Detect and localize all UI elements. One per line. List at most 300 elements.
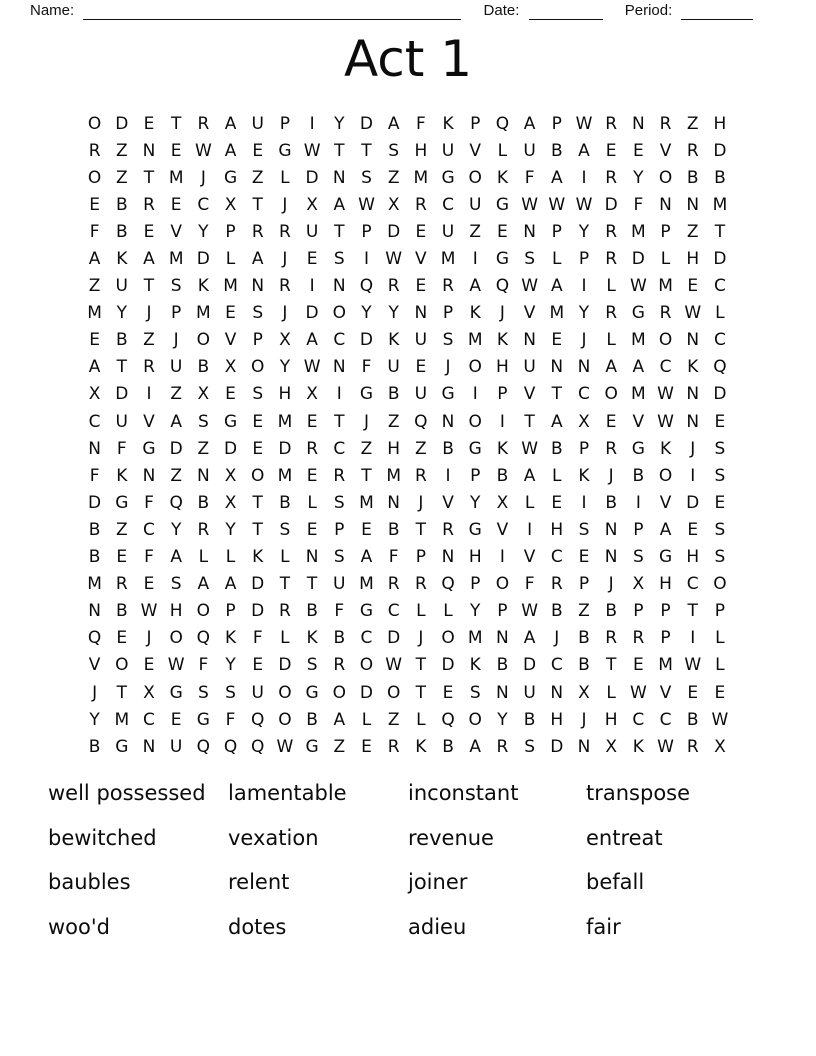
grid-cell: M (658, 655, 673, 676)
grid-cell: W (194, 140, 212, 161)
grid-cell: F (388, 547, 399, 568)
grid-cell: K (306, 628, 318, 649)
date-label: Date: (483, 2, 520, 19)
grid-cell: G (441, 167, 455, 188)
grid-cell: I (635, 492, 641, 513)
grid-cell: E (252, 140, 264, 161)
grid-cell: C (143, 709, 155, 730)
grid-cell: J (363, 411, 369, 432)
grid-cell: H (659, 574, 672, 595)
grid-cell: L (307, 492, 317, 513)
grid-cell: M (114, 709, 130, 730)
grid-cell: J (608, 465, 614, 486)
grid-cell: Z (387, 709, 400, 730)
grid-cell: N (523, 221, 536, 242)
grid-cell: B (714, 167, 726, 188)
grid-cell: C (333, 438, 346, 459)
period-blank-line (681, 3, 753, 20)
grid-cell: B (387, 384, 400, 405)
grid-cell: O (251, 357, 265, 378)
grid-cell: E (605, 411, 617, 432)
grid-cell: N (659, 194, 672, 215)
grid-cell: L (198, 547, 209, 568)
grid-cell: M (196, 303, 211, 324)
grid-cell: Q (441, 574, 455, 595)
grid-cell: O (468, 167, 482, 188)
grid-cell: L (524, 492, 535, 513)
grid-cell: Z (115, 140, 128, 161)
grid-cell: J (499, 303, 505, 324)
grid-cell: Z (415, 438, 427, 459)
grid-cell: A (306, 330, 318, 351)
grid-cell: F (198, 655, 209, 676)
grid-cell: C (632, 709, 645, 730)
grid-cell: F (334, 601, 345, 622)
grid-cell: I (336, 384, 342, 405)
grid-cell: M (467, 330, 483, 351)
grid-cell: J (581, 330, 587, 351)
grid-cell: H (468, 547, 482, 568)
grid-cell: A (170, 411, 182, 432)
grid-cell: I (472, 384, 478, 405)
grid-cell: K (659, 438, 672, 459)
grid-cell: Y (470, 492, 481, 513)
grid-cell: W (385, 249, 403, 270)
grid-cell: D (305, 167, 319, 188)
grid-cell: L (715, 303, 725, 324)
grid-cell: X (88, 384, 101, 405)
grid-cell: U (523, 682, 536, 703)
grid-cell: J (173, 330, 179, 351)
grid-cell: K (197, 276, 209, 297)
grid-cell: P (660, 221, 671, 242)
grid-cell: V (523, 384, 536, 405)
grid-cell: U (441, 140, 455, 161)
grid-cell: J (418, 628, 424, 649)
grid-cell: Y (633, 167, 644, 188)
grid-cell: S (252, 303, 264, 324)
grid-cell: C (713, 276, 726, 297)
grid-cell: E (252, 411, 264, 432)
grid-cell: T (334, 140, 345, 161)
grid-cell: V (415, 249, 427, 270)
grid-cell: R (659, 303, 672, 324)
grid-cell: X (578, 411, 590, 432)
grid-cell: P (470, 465, 481, 486)
grid-cell: V (659, 492, 672, 513)
word-list-item: well possessed (48, 781, 206, 805)
grid-cell: V (632, 411, 645, 432)
grid-cell: W (629, 682, 647, 703)
grid-cell: X (224, 357, 237, 378)
grid-cell: R (387, 736, 400, 757)
grid-cell: P (171, 303, 182, 324)
grid-cell: Y (225, 655, 236, 676)
grid-cell: G (142, 438, 156, 459)
grid-cell: B (115, 330, 128, 351)
grid-cell: T (116, 357, 127, 378)
grid-cell: O (386, 682, 401, 703)
grid-cell: H (387, 438, 401, 459)
grid-cell: E (306, 519, 318, 540)
grid-cell: S (252, 384, 264, 405)
grid-cell: R (414, 465, 427, 486)
grid-cell: E (89, 194, 100, 215)
grid-cell: I (309, 276, 315, 297)
grid-cell: L (606, 276, 616, 297)
grid-cell: M (386, 465, 401, 486)
grid-cell: V (523, 547, 536, 568)
grid-cell: W (521, 601, 538, 622)
grid-cell: J (554, 628, 560, 649)
grid-cell: R (442, 519, 454, 540)
word-list-item: fair (586, 914, 621, 939)
grid-cell: R (333, 655, 346, 676)
grid-cell: B (442, 736, 454, 757)
grid-cell: A (550, 167, 563, 188)
grid-cell: N (142, 736, 156, 757)
grid-cell: O (169, 628, 183, 649)
grid-cell: A (469, 276, 482, 297)
grid-cell: S (361, 167, 372, 188)
grid-cell: O (115, 655, 129, 676)
grid-cell: W (629, 276, 647, 297)
grid-cell: Y (361, 303, 372, 324)
grid-cell: W (575, 194, 593, 215)
grid-cell: A (523, 465, 536, 486)
grid-cell: Z (333, 736, 346, 757)
grid-cell: J (92, 682, 98, 703)
grid-cell: B (197, 357, 210, 378)
grid-cell: C (659, 357, 672, 378)
grid-cell: Z (197, 438, 210, 459)
grid-cell: T (252, 519, 263, 540)
grid-cell: G (169, 682, 183, 703)
grid-cell: W (521, 194, 538, 215)
grid-cell: M (168, 167, 184, 188)
grid-cell: O (658, 465, 673, 486)
grid-cell: H (496, 357, 509, 378)
grid-cell: J (608, 574, 614, 595)
grid-cell: D (523, 655, 537, 676)
grid-cell: J (146, 303, 152, 324)
grid-cell: P (470, 113, 481, 134)
grid-cell: C (578, 384, 590, 405)
grid-cell: R (605, 249, 618, 270)
grid-cell: E (497, 221, 508, 242)
grid-cell: Q (713, 357, 727, 378)
grid-cell: L (225, 249, 236, 270)
grid-cell: Q (251, 736, 265, 757)
grid-cell: R (306, 438, 318, 459)
grid-cell: N (550, 682, 564, 703)
worksheet-header (30, 2, 786, 22)
grid-cell: R (442, 276, 454, 297)
grid-cell: E (252, 655, 264, 676)
grid-cell: G (495, 249, 509, 270)
grid-cell: U (414, 330, 428, 351)
grid-cell: V (143, 411, 155, 432)
grid-cell: G (115, 736, 129, 757)
grid-cell: P (470, 574, 481, 595)
grid-cell: R (414, 194, 427, 215)
grid-cell: E (89, 330, 100, 351)
grid-cell: U (305, 221, 319, 242)
grid-cell: T (605, 655, 617, 676)
grid-cell: A (170, 547, 182, 568)
word-list-item: dotes (228, 914, 287, 939)
grid-cell: T (687, 601, 698, 622)
grid-cell: S (524, 249, 535, 270)
grid-cell: L (552, 465, 562, 486)
grid-cell: F (144, 492, 154, 513)
grid-cell: G (631, 303, 645, 324)
grid-cell: O (495, 574, 510, 595)
grid-cell: R (143, 357, 155, 378)
grid-cell: A (360, 547, 373, 568)
grid-cell: X (224, 492, 237, 513)
grid-cell: B (632, 465, 645, 486)
grid-cell: Q (87, 628, 102, 649)
grid-cell: S (333, 547, 345, 568)
grid-cell: B (605, 601, 617, 622)
grid-cell: X (578, 682, 590, 703)
grid-cell: S (714, 438, 726, 459)
grid-cell: Z (469, 221, 482, 242)
grid-cell: I (499, 411, 505, 432)
grid-cell: N (332, 357, 346, 378)
grid-cell: X (279, 330, 291, 351)
word-search-grid (81, 110, 734, 760)
grid-cell: M (467, 628, 483, 649)
grid-cell: A (550, 276, 563, 297)
grid-cell: M (359, 574, 374, 595)
grid-cell: S (197, 682, 209, 703)
grid-cell: A (143, 249, 155, 270)
grid-cell: H (550, 519, 564, 540)
grid-cell: E (170, 194, 182, 215)
grid-cell: S (578, 519, 590, 540)
grid-cell: I (499, 547, 505, 568)
grid-cell: D (441, 655, 455, 676)
grid-cell: D (387, 628, 401, 649)
grid-cell: G (305, 736, 319, 757)
grid-cell: Q (196, 736, 211, 757)
grid-cell: L (552, 249, 562, 270)
grid-cell: B (550, 140, 563, 161)
grid-cell: G (658, 547, 673, 568)
grid-cell: J (146, 628, 152, 649)
grid-cell: Q (169, 492, 183, 513)
grid-cell: S (197, 411, 209, 432)
grid-cell: I (581, 276, 587, 297)
grid-cell: R (197, 113, 210, 134)
grid-cell: S (388, 140, 400, 161)
word-list-item: bewitched (48, 825, 157, 850)
grid-cell: N (387, 492, 401, 513)
grid-cell: K (469, 655, 481, 676)
grid-cell: N (577, 357, 591, 378)
grid-cell: B (550, 438, 563, 459)
grid-cell: L (715, 655, 725, 676)
grid-cell: V (442, 492, 454, 513)
grid-cell: O (332, 303, 346, 324)
grid-cell: K (496, 330, 508, 351)
grid-cell: E (143, 221, 155, 242)
grid-cell: F (252, 628, 263, 649)
grid-cell: S (333, 249, 345, 270)
grid-cell: S (170, 574, 182, 595)
grid-cell: X (224, 194, 237, 215)
grid-cell: A (523, 113, 536, 134)
grid-cell: E (415, 357, 427, 378)
grid-cell: U (333, 574, 346, 595)
grid-cell: N (496, 628, 509, 649)
grid-cell: O (468, 357, 482, 378)
grid-cell: E (714, 682, 726, 703)
grid-cell: D (359, 330, 374, 351)
grid-cell: K (496, 438, 508, 459)
grid-cell: V (469, 140, 482, 161)
grid-cell: Z (387, 167, 400, 188)
grid-cell: H (686, 249, 700, 270)
grid-cell: B (523, 709, 536, 730)
grid-cell: X (306, 194, 318, 215)
grid-cell: E (306, 411, 318, 432)
grid-cell: O (604, 384, 618, 405)
grid-cell: B (279, 492, 291, 513)
grid-cell: D (359, 113, 374, 134)
grid-cell: E (687, 519, 699, 540)
grid-cell: S (714, 519, 726, 540)
grid-cell: X (605, 736, 617, 757)
grid-cell: K (632, 736, 644, 757)
grid-cell: D (305, 303, 319, 324)
grid-cell: A (659, 519, 672, 540)
grid-cell: R (279, 276, 291, 297)
grid-cell: D (631, 249, 645, 270)
grid-cell: Z (578, 601, 590, 622)
grid-cell: T (415, 655, 427, 676)
grid-cell: U (468, 194, 482, 215)
grid-cell: G (631, 438, 645, 459)
grid-cell: E (415, 221, 427, 242)
grid-cell: B (605, 492, 617, 513)
grid-cell: L (280, 167, 290, 188)
grid-cell: B (578, 628, 590, 649)
word-list-item: transpose (586, 781, 691, 805)
grid-cell: G (468, 438, 482, 459)
grid-cell: R (686, 140, 699, 161)
grid-cell: C (360, 628, 373, 649)
grid-cell: M (413, 167, 429, 188)
word-list-item: relent (228, 870, 290, 894)
grid-cell: I (690, 628, 696, 649)
grid-cell: T (361, 465, 372, 486)
grid-cell: R (605, 303, 618, 324)
puzzle-title: Act 1 (343, 30, 473, 88)
grid-cell: B (306, 709, 318, 730)
grid-cell: E (714, 492, 726, 513)
grid-cell: P (633, 601, 644, 622)
word-list-item: woo'd (48, 914, 110, 939)
grid-cell: B (88, 519, 101, 540)
grid-cell: O (468, 411, 482, 432)
grid-cell: B (115, 194, 128, 215)
grid-cell: J (581, 709, 587, 730)
grid-cell: M (87, 574, 102, 595)
grid-cell: C (659, 709, 672, 730)
grid-cell: D (115, 113, 129, 134)
grid-cell: I (309, 113, 315, 134)
grid-cell: S (306, 655, 318, 676)
grid-cell: F (524, 574, 535, 595)
grid-cell: F (116, 438, 127, 459)
grid-cell: G (441, 384, 455, 405)
grid-cell: Y (578, 303, 590, 324)
grid-cell: T (306, 574, 318, 595)
word-list-item: vexation (228, 825, 319, 850)
grid-cell: A (387, 113, 400, 134)
grid-cell: O (87, 113, 102, 134)
grid-cell: N (142, 140, 156, 161)
grid-cell: N (441, 547, 455, 568)
grid-cell: X (496, 492, 509, 513)
grid-cell: J (690, 438, 696, 459)
grid-cell: S (632, 547, 644, 568)
grid-cell: C (713, 330, 726, 351)
grid-cell: M (277, 411, 293, 432)
grid-cell: F (524, 167, 535, 188)
grid-cell: G (278, 140, 292, 161)
grid-cell: W (575, 113, 593, 134)
grid-cell: W (358, 194, 375, 215)
grid-cell: T (170, 113, 182, 134)
grid-cell: W (684, 303, 702, 324)
grid-cell: E (551, 330, 563, 351)
word-list-item: inconstant (408, 781, 519, 805)
grid-cell: U (441, 221, 455, 242)
grid-cell: T (524, 411, 535, 432)
grid-cell: O (332, 682, 346, 703)
grid-cell: M (631, 330, 646, 351)
grid-cell: N (414, 303, 428, 324)
grid-cell: F (415, 113, 426, 134)
grid-cell: P (497, 384, 508, 405)
grid-cell: W (521, 276, 538, 297)
grid-cell: H (169, 601, 183, 622)
grid-cell: U (523, 357, 536, 378)
grid-cell: U (169, 736, 183, 757)
grid-cell: C (550, 655, 563, 676)
grid-cell: Z (686, 221, 699, 242)
grid-cell: T (334, 411, 345, 432)
grid-cell: G (359, 384, 374, 405)
grid-cell: G (223, 411, 238, 432)
grid-cell: D (251, 574, 265, 595)
grid-cell: A (88, 249, 101, 270)
grid-cell: W (521, 438, 538, 459)
grid-cell: F (89, 221, 100, 242)
grid-cell: K (687, 357, 699, 378)
grid-cell: N (332, 276, 346, 297)
grid-cell: A (578, 140, 590, 161)
grid-cell: Y (170, 519, 182, 540)
grid-cell: N (577, 736, 591, 757)
grid-cell: P (660, 628, 671, 649)
grid-cell: H (713, 113, 727, 134)
grid-cell: B (333, 628, 346, 649)
